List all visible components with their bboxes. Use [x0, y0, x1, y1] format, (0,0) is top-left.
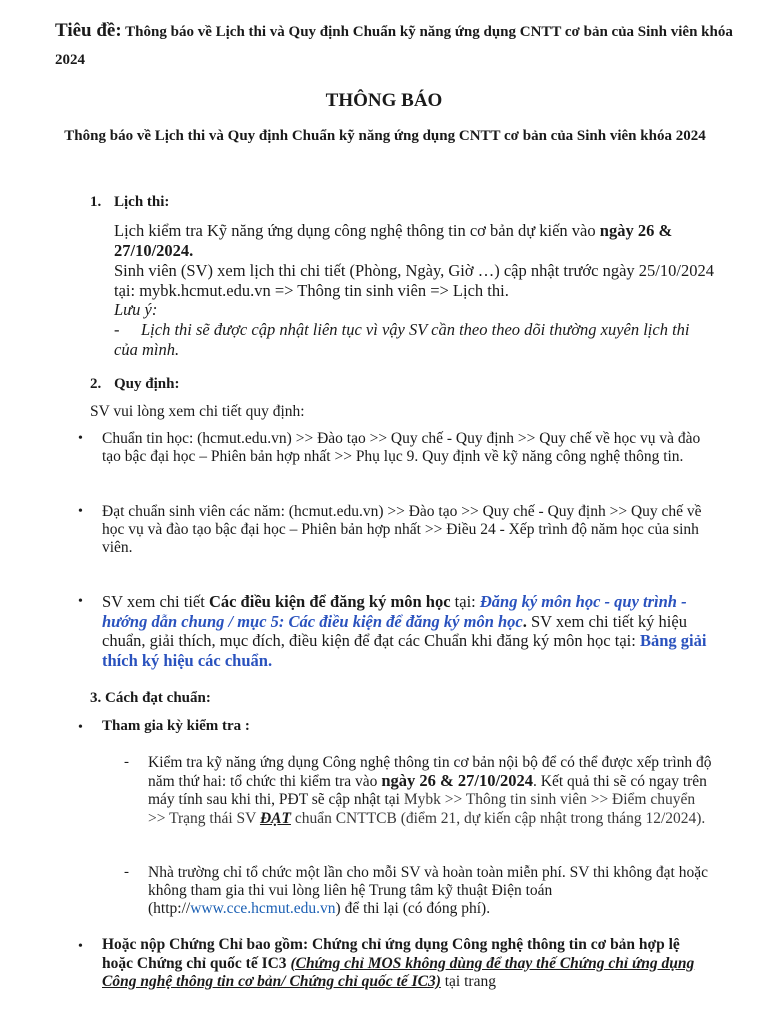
note-label: Lưu ý: [114, 300, 158, 319]
section2-bullet-registration [102, 592, 714, 670]
standards-table-link[interactable]: Bảng giải thích ký hiệu các chuẩn. [102, 631, 707, 670]
section2-bullet-it-standard: Chuẩn tin học: (hcmut.edu.vn) >> Đào tạo >> Quy chế - Quy định >> Quy chế về học vụ và đào tạo bậc đại học – Phiên bản hợp nhất >> Phụ lục 9. Quy định về kỹ năng công nghệ thông tin. [102, 430, 701, 465]
bullet-symbol: • [78, 504, 83, 519]
section3-dash-internal-exam [148, 754, 714, 828]
registration-conditions: Các điều kiện để đăng ký môn học [208, 592, 451, 611]
section1-note-text [114, 320, 714, 360]
title-text: Thông báo về Lịch thi và Quy định Chuẩn kỹ năng ứng dụng CNTT cơ bản của Sinh viên khóa 2024 [55, 24, 733, 68]
section3-dash-retake [148, 864, 714, 919]
registration-at: tại: [450, 592, 480, 611]
section1-detail-text: Sinh viên (SV) xem lịch thi chi tiết (Phòng, Ngày, Giờ …) cập nhật trước ngày 25/10/2024 tại: mybk.hcmut.edu.vn => Thông tin sinh viên => Lịch thi. [114, 261, 714, 300]
certificate-text: Hoặc nộp Chứng Chỉ bao gồm: Chứng chỉ ứng dụng Công nghệ thông tin cơ bản hợp lệ hoặc Chứng chỉ quốc tế IC3 [102, 936, 680, 972]
bullet-symbol: • [78, 594, 83, 609]
certificate-end: tại trang [440, 973, 496, 990]
section1-note-label [114, 300, 714, 320]
registration-mid: SV xem chi tiết ký hiệu chuẩn, giải thích, mục đích, điều kiện để đạt các Chuẩn khi đăng ký môn học tại: [102, 611, 687, 650]
dash-symbol: - [124, 754, 129, 770]
bullet-symbol: • [78, 720, 83, 735]
note-dash: - [114, 320, 120, 339]
bullet-symbol: • [78, 939, 83, 954]
cce-website-link[interactable]: www.cce.hcmut.edu.vn [190, 900, 336, 918]
dash-symbol: - [124, 864, 129, 880]
section3-bullet-exam: Tham gia kỳ kiểm tra : [102, 718, 250, 734]
section1-schedule-date: ngày 26 & 27/10/2024. [114, 221, 673, 260]
bullet-symbol: • [78, 431, 83, 446]
internal-exam-mid: . Kết quả thi sẽ có ngay trên máy tính sau khi thi, PĐT sẽ cập nhật tại [148, 773, 707, 809]
section3-title: 3. Cách đạt chuẩn: [90, 690, 211, 706]
section3-bullet-certificate [102, 936, 714, 992]
section1-schedule-text [114, 221, 714, 261]
section2-bullet-yearly-standard: Đạt chuẩn sinh viên các năm: (hcmut.edu.vn) >> Đào tạo >> Quy chế - Quy định >> Quy chế về học vụ và đào tạo bậc đại học – Phiên bản hợp nhất >> Điều 24 - Xếp trình độ năm học của sinh viên. [102, 503, 702, 556]
section2-number: 2. [90, 376, 102, 392]
section2-title: Quy định: [114, 376, 180, 392]
certificate-mos-note: (Chứng chỉ MOS không dùng để thay thế Chứng chỉ ứng dụng Công nghệ thông tin cơ bản/ Chứng chỉ quốc tế IC3) [102, 954, 695, 990]
registration-dot: . [522, 611, 527, 631]
retake-end: ) để thi lại (có đóng phí). [335, 900, 491, 918]
internal-exam-end: chuẩn CNTTCB (điểm 21, dự kiến cập nhật trong tháng 12/2024). [290, 809, 706, 827]
internal-exam-date: ngày 26 & 27/10/2024 [381, 771, 534, 791]
notice-subheading: Thông báo về Lịch thi và Quy định Chuẩn kỹ năng ứng dụng CNTT cơ bản của Sinh viên khóa 2024 [64, 128, 706, 144]
retake-pre: Nhà trường chỉ tổ chức một lần cho mỗi SV và hoàn toàn miễn phí. SV thi không đạt hoặc không tham gia thi vui lòng liên hệ Trung tâm kỹ thuật Điện toán (http:// [148, 864, 708, 918]
title-label: Tiêu đề: [55, 20, 122, 41]
section2-intro: SV vui lòng xem chi tiết quy định: [90, 403, 305, 420]
section1-number: 1. [90, 194, 102, 210]
note-text: Lịch thi sẽ được cập nhật liên tục vì vậy SV cần theo theo dõi thường xuyên lịch thi của mình. [114, 320, 690, 359]
registration-pre: SV xem chi tiết [102, 592, 209, 611]
notice-heading: THÔNG BÁO [325, 90, 443, 111]
document-title [55, 17, 735, 74]
internal-exam-pre: Kiểm tra kỹ năng ứng dụng Công nghệ thông tin cơ bản nội bộ để có thể được xếp trình độ năm thứ hai: tổ chức thi kiểm tra vào [148, 754, 712, 791]
section1-schedule-pre: Lịch kiểm tra Kỹ năng ứng dụng công nghệ thông tin cơ bản dự kiến vào [114, 221, 600, 240]
internal-exam-path: Mybk >> Thông tin sinh viên >> Điểm chuyển >> Trạng thái SV [148, 791, 696, 827]
internal-exam-dat: ĐẠT [259, 809, 291, 827]
section1-title: Lịch thi: [114, 194, 170, 210]
registration-guide-link[interactable]: Đăng ký môn học - quy trình - hướng dẫn chung / mục 5: Các điều kiện để đăng ký môn học [102, 592, 687, 631]
